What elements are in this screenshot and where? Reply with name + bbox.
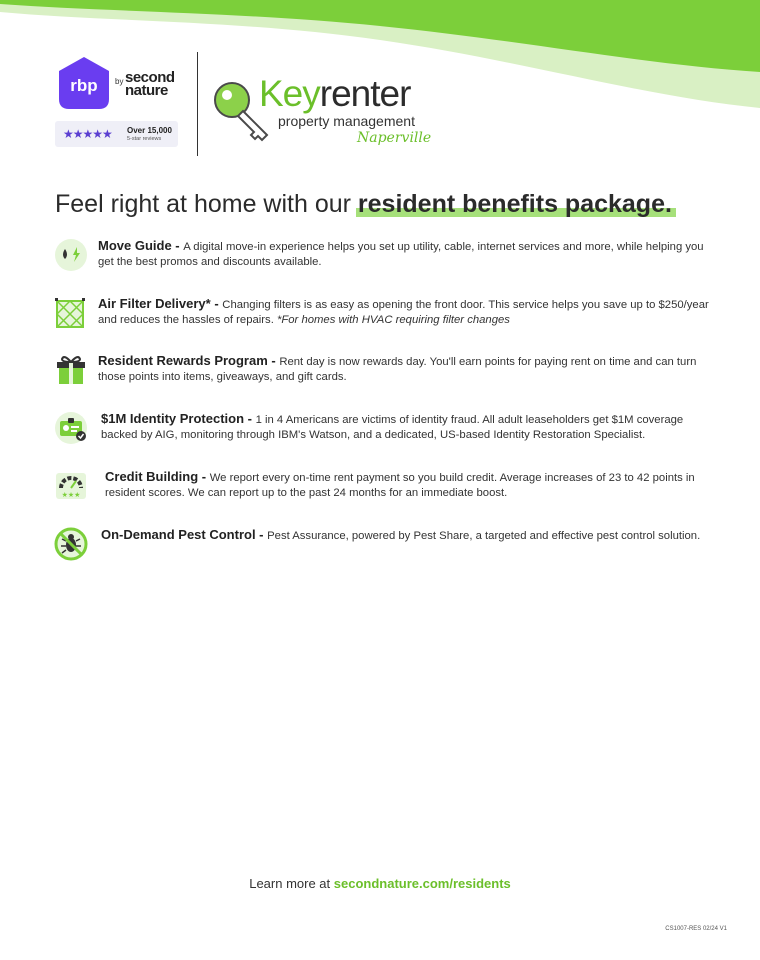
air-filter-icon [54,296,88,330]
benefit-text [105,469,714,501]
benefit-title: Move Guide - [98,238,184,253]
city-label: Naperville [357,130,432,146]
keyrenter-wordmark [259,74,410,114]
property-management-label: property management [278,113,415,129]
no-bug-icon [54,527,88,561]
benefit-title: Air Filter Delivery* - [98,296,223,311]
rbp-by-label: by [115,77,124,86]
rbp-logo-text: rbp [70,76,98,95]
reviews-caption: 5-star reviews [127,136,162,142]
benefit-text [98,353,714,385]
headline-prefix: Feel right at home with our [55,190,358,218]
footer-prefix: Learn more at [249,876,334,891]
benefit-text [98,238,714,270]
benefit-text [98,296,714,328]
keyrenter-wordmark-key: Key [259,73,320,114]
benefit-title: Resident Rewards Program - [98,353,280,368]
footer-learn-more [0,876,760,891]
benefit-description: Changing filters is as easy as opening the front door. This service helps you save up to $250/year and reduces the hassles of repairs. [98,299,709,326]
benefit-description: Rent day is now rewards day. You'll earn points for paying rent on time and can turn those points into items, giveaways, and gift cards. [98,356,697,383]
benefit-description: We report every on-time rent payment so you build credit. Average increases of 23 to 42 points in resident scores. We can report up to the past 24 months for an immediate boost. [105,472,695,499]
gift-icon [54,353,88,387]
benefit-description: Pest Assurance, powered by Pest Share, a targeted and effective pest control solution. [267,530,701,542]
five-star-icon: ★★★★★ [63,127,112,141]
residents-link[interactable]: secondnature.com/residents [333,876,511,891]
benefit-title: Credit Building - [105,469,210,484]
keyrenter-logo [212,72,442,152]
rbp-logo-block [55,55,185,155]
header-divider [197,52,198,156]
move-guide-icon [54,238,88,272]
document-code: CS1007-RES 02/24 V1 [665,926,727,932]
reviews-badge [55,121,178,147]
benefit-footnote: *For homes with HVAC requiring filter changes [276,314,510,326]
page-headline [55,190,672,219]
benefit-text [101,411,714,443]
benefit-description: 1 in 4 Americans are victims of identity fraud. All adult leaseholders get $1M coverage backed by AIG, monitoring through IBM's Watson, and a dedicated, US-based Identity Restoration Specialist. [101,414,684,441]
benefit-text [101,527,700,544]
headline-highlight: resident benefits package. [357,190,672,218]
benefit-description: A digital move-in experience helps you set up utility, cable, internet services and more, while helping you get the best promos and discounts available. [98,241,704,268]
credit-gauge-icon [54,469,88,503]
benefit-title: $1M Identity Protection - [101,411,256,426]
identity-card-icon [54,411,88,445]
svg-text:★★★: ★★★ [61,491,81,499]
benefit-title: On-Demand Pest Control - [101,527,268,542]
rbp-badge-icon [55,55,113,111]
reviews-count: Over 15,000 [127,126,172,135]
keyrenter-wordmark-renter: renter [319,73,411,114]
second-nature-wordmark: second nature [125,69,175,99]
